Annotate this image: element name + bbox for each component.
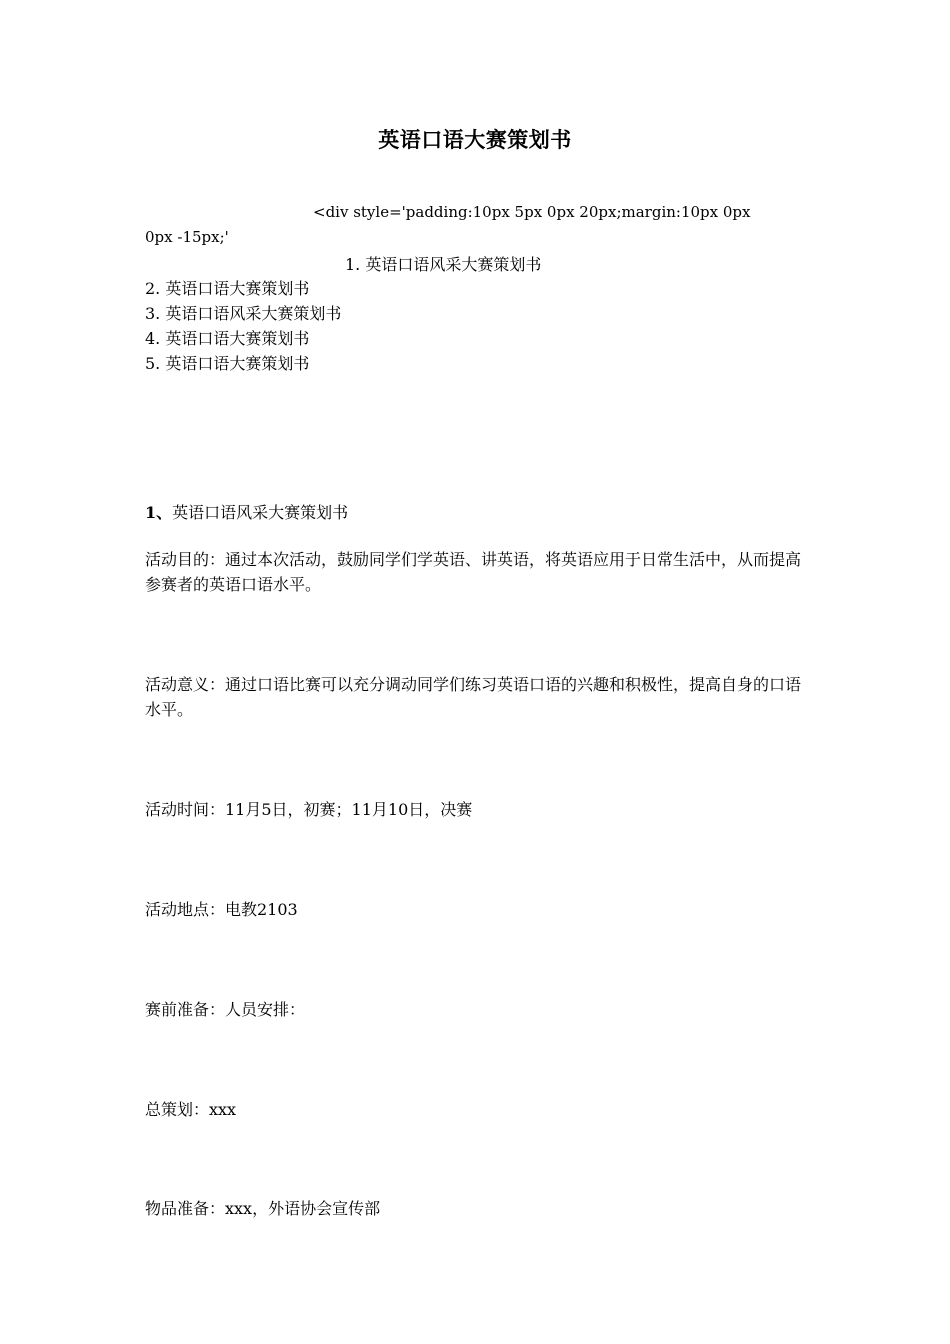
paragraph-preparation: 赛前准备：人员安排： — [145, 1000, 306, 1019]
toc-item[interactable]: 4. 英语口语大赛策划书 — [145, 329, 310, 348]
paragraph-materials: 物品准备：xxx，外语协会宣传部 — [145, 1199, 381, 1218]
document-title: 英语口语大赛策划书 — [378, 127, 572, 152]
toc-item[interactable]: 1. 英语口语风采大赛策划书 — [345, 255, 542, 274]
paragraph-time: 活动时间：11月5日，初赛；11月10日，决赛 — [145, 800, 473, 819]
paragraph-location: 活动地点：电教2103 — [145, 900, 298, 919]
paragraph-significance: 活动意义：通过口语比赛可以充分调动同学们练习英语口语的兴趣和积极性，提高自身的口语水平。 — [145, 675, 802, 719]
toc-item[interactable]: 2. 英语口语大赛策划书 — [145, 279, 310, 298]
toc-item[interactable]: 3. 英语口语风采大赛策划书 — [145, 304, 342, 323]
section-number: 1、 — [145, 503, 173, 522]
section-title: 英语口语风采大赛策划书 — [172, 503, 349, 522]
paragraph-purpose: 活动目的：通过本次活动，鼓励同学们学英语、讲英语，将英语应用于日常生活中，从而提高参赛者的英语口语水平。 — [145, 550, 802, 594]
toc-item[interactable]: 5. 英语口语大赛策划书 — [145, 354, 310, 373]
paragraph-organizer: 总策划：xxx — [145, 1100, 237, 1119]
code-fragment-line-2: 0px -15px;' — [145, 228, 229, 246]
code-fragment-line-1: <div style='padding:10px 5px 0px 20px;margin:10px 0px — [313, 203, 751, 221]
section-heading — [145, 500, 348, 523]
